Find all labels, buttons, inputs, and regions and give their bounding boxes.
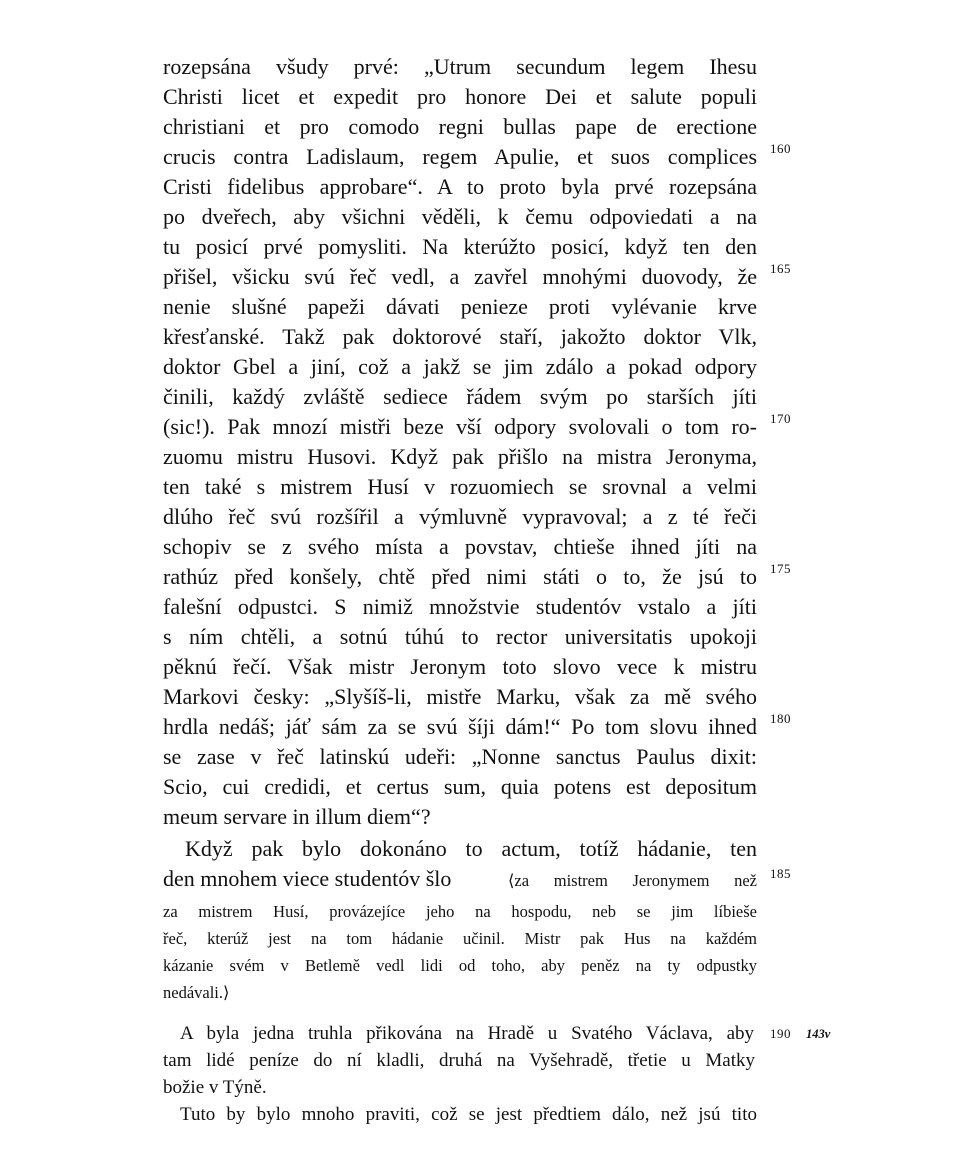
- text-line: božie v Týně.: [163, 1077, 267, 1098]
- inserted-text-line: řeč, kterúž jest na tom hádanie učinil. Mistr pak Hus na každém: [163, 929, 757, 948]
- inserted-text-line: ⟨za mistrem Jeronymem než: [508, 871, 757, 890]
- folio-mark: 143v: [806, 1027, 831, 1041]
- text-line: tam lidé peníze do ní kladli, druhá na Vyšehradě, třetie u Matky: [163, 1050, 755, 1071]
- inserted-text-line: kázanie svém v Betlemě vedl lidi od toho, aby peněz na ty odpustky: [163, 956, 757, 975]
- line-number: 175: [770, 561, 791, 576]
- text-line: Christi licet et expedit pro honore Dei et salute populi: [163, 84, 757, 109]
- text-line: s ním chtěli, a sotnú túhú to rector universitatis upokoji: [163, 624, 757, 649]
- line-number: 170: [770, 411, 791, 426]
- text-line: falešní odpustci. S nimiž množstvie studentóv vstalo a jíti: [163, 594, 757, 619]
- text-line: tu posicí prvé pomysliti. Na kterúžto posicí, když ten den: [163, 234, 757, 259]
- text-line: Markovi česky: „Slyšíš-li, mistře Marku, však za mě svého: [163, 684, 757, 709]
- text-line: dlúho řeč svú rozšířil a výmluvně vypravoval; a z té řeči: [163, 504, 757, 529]
- text-line: zuomu mistru Husovi. Když pak přišlo na mistra Jeronyma,: [163, 444, 757, 469]
- line-number: 165: [770, 261, 791, 276]
- text-line: hrdla nedáš; jáť sám za se svú šíji dám!“ Po tom slovu ihned: [163, 714, 757, 739]
- text-line: ten také s mistrem Husí v rozuomiech se srovnal a velmi: [163, 474, 757, 499]
- text-line: meum servare in illum diem“?: [163, 804, 431, 829]
- text-line: se zase v řeč latinskú udeři: „Nonne sanctus Paulus dixit:: [163, 744, 757, 769]
- text-line: Když pak bylo dokonáno to actum, totíž hádanie, ten: [185, 836, 757, 861]
- text-line: rozepsána všudy prvé: „Utrum secundum legem Ihesu: [163, 54, 757, 79]
- text-line: činili, každý zvláště sediece řádem svým po starších jíti: [163, 384, 757, 409]
- text-line: přišel, všicku svú řeč vedl, a zavřel mnohými duovody, že: [163, 264, 757, 289]
- line-number: 190: [770, 1026, 791, 1041]
- text-line: Cristi fidelibus approbare“. A to proto byla prvé rozepsána: [163, 174, 757, 199]
- text-line: křesťanské. Takž pak doktorové staří, jakožto doktor Vlk,: [163, 324, 757, 349]
- text-line: christiani et pro comodo regni bullas pape de erectione: [163, 114, 757, 139]
- text-line: schopiv se z svého místa a povstav, chtieše ihned jíti na: [163, 534, 757, 559]
- line-number: 185: [770, 866, 791, 881]
- text-line: doktor Gbel a jiní, což a jakž se jim zdálo a pokad odpory: [163, 354, 757, 379]
- text-line: Scio, cui credidi, et certus sum, quia potens est depositum: [163, 774, 757, 799]
- text-line: A byla jedna truhla přikována na Hradě u Svatého Václava, aby: [180, 1023, 754, 1044]
- line-number: 160: [770, 141, 791, 156]
- text-line: po dveřech, aby všichni věděli, k čemu odpoviedati a na: [163, 204, 757, 229]
- text-line: crucis contra Ladislaum, regem Apulie, et suos complices: [163, 144, 757, 169]
- inserted-text-line: nedávali.⟩: [163, 983, 230, 1002]
- line-number: 180: [770, 711, 791, 726]
- text-line: den mnohem viece studentóv šlo: [163, 866, 452, 891]
- text-line: (sic!). Pak mnozí mistři beze vší odpory svolovali o tom ro-: [163, 414, 757, 439]
- text-line: pěknú řečí. Však mistr Jeronym toto slovo vece k mistru: [163, 654, 757, 679]
- text-line: rathúz před konšely, chtě před nimi státi o to, že jsú to: [163, 564, 757, 589]
- text-line: Tuto by bylo mnoho praviti, což se jest předtiem dálo, než jsú tito: [180, 1104, 757, 1125]
- inserted-text-line: za mistrem Husí, provázejíce jeho na hospodu, neb se jim líbieše: [163, 902, 757, 921]
- text-line: nenie slušné papeži dávati penieze proti vylévanie krve: [163, 294, 757, 319]
